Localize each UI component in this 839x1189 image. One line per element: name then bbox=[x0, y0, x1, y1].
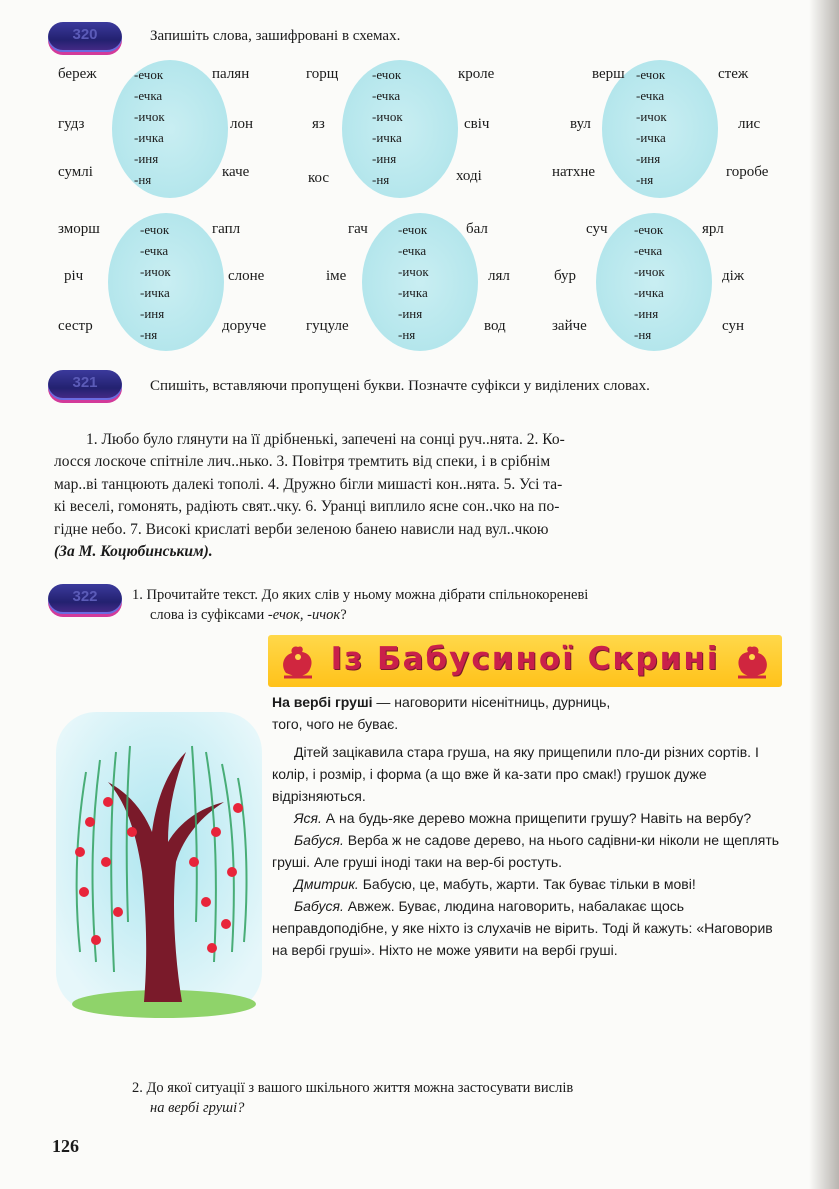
word-stem: горобе bbox=[726, 164, 769, 180]
suffix-list: -ечок -ечка -ичок -ичка -иня -ня bbox=[372, 67, 403, 187]
word-stem: гуцуле bbox=[306, 318, 349, 334]
word-stem: гудз bbox=[58, 116, 85, 132]
word-stem: гач bbox=[348, 221, 368, 237]
word-stem: іме bbox=[326, 268, 347, 284]
word-stem: сестр bbox=[58, 318, 93, 334]
word-stem: каче bbox=[222, 164, 250, 180]
exercise-number-badge: 322 bbox=[48, 584, 122, 614]
exercise-task: Спишіть, вставляючи пропущені букви. Позначте суфікси у виділених словах. bbox=[150, 378, 650, 394]
word-stem: кроле bbox=[458, 66, 495, 82]
word-stem: ярл bbox=[702, 221, 724, 237]
exercise-task: 1. Прочитайте текст. До яких слів у ньому можна дібрати спільнокореневі слова із суфіксами -ечок, -ичок? bbox=[132, 587, 589, 623]
word-stem: вод bbox=[484, 318, 506, 334]
exercise-task: 2. До якої ситуації з вашого шкільного життя можна застосувати вислів на вербі груші? bbox=[132, 1080, 574, 1116]
willow-tree-illustration bbox=[56, 712, 262, 1022]
word-stem: береж bbox=[58, 66, 97, 82]
word-stem: сун bbox=[722, 318, 744, 334]
word-stem: горщ bbox=[306, 66, 339, 82]
word-stem: палян bbox=[212, 66, 250, 82]
exercise-task: Запишіть слова, зашифровані в схемах. bbox=[150, 28, 401, 44]
source-attribution: (За М. Коцюбинським). bbox=[54, 543, 213, 561]
word-stem: діж bbox=[722, 268, 745, 284]
word-stem: бал bbox=[466, 221, 488, 237]
suffix-list: -ечок -ечка -ичок -ичка -иня -ня bbox=[636, 67, 667, 187]
word-stem: яз bbox=[312, 116, 325, 132]
word-stem: слоне bbox=[228, 268, 265, 284]
word-stem: сумлі bbox=[58, 164, 93, 180]
word-stem: доруче bbox=[222, 318, 267, 334]
word-stem: зайче bbox=[552, 318, 587, 334]
story-text: На вербі груші — наговорити нісенітниць, дурниць, того, чого не буває. Дітей зацікавила стара груша, на яку прищепили пло-ди різних сортів. І колір, і розмір, і форма (а що вже й ка-зати про смак!) грушок дуже відрізняються. Яся. А на будь-яке дерево можна прищепити грушу? Навіть на вербу? Бабуся. Верба ж не садове дерево, на нього садівни-ки ніколи не щеплять груші. Але груші іноді таки на вер-бі ростуть. Дмитрик. Бабусю, це, мабуть, жарти. Так буває тільки в мові! Бабуся. Авжеж. Буває, людина наговорить, набалакає щось неправдоподібне, у яке ніхто із слухачів не вірить. Тоді й кажуть: «Наговорив на вербі груші». Ніхто не може уявити на вербі груші. bbox=[272, 694, 780, 958]
exercise-text: 1. Любо було глянути на її дрібненькі, запечені на сонці руч..нята. 2. Ко- лосся лоскоче спітніле лич..нько. 3. Повітря тремтить від спеки, і в срібнім мар..ві танцюють далекі тополі. 4. Дружно бігли мишасті кон..нята. 5. Усі та- кі веселі, гомонять, радіють свят..чку. 6. Уранці виплило ясне сон..чко на по- гідне небо. 7. Високі крислаті верби зеленою банею нависли над вул..чкою (За М. Коцюбинським). bbox=[54, 429, 782, 563]
rooster-icon bbox=[732, 643, 772, 681]
word-stem: ході bbox=[456, 168, 482, 184]
page-number: 126 bbox=[52, 1136, 79, 1156]
suffix-list: -ечок -ечка -ичок -ичка -иня -ня bbox=[634, 222, 665, 342]
word-stem: стеж bbox=[718, 66, 749, 82]
suffix-list: -ечок -ечка -ичок -ичка -иня -ня bbox=[140, 222, 171, 342]
word-stem: свіч bbox=[464, 116, 490, 132]
banner-title: Із Бабусиної Скрині bbox=[330, 641, 720, 677]
word-stem: кос bbox=[308, 170, 330, 186]
word-stem: гапл bbox=[212, 221, 241, 237]
suffix-list: -ечок -ечка -ичок -ичка -иня -ня bbox=[134, 67, 165, 187]
word-stem: лон bbox=[230, 116, 254, 132]
word-stem: річ bbox=[64, 268, 84, 284]
exercise-number-badge: 321 bbox=[48, 370, 122, 400]
word-stem: лял bbox=[488, 268, 510, 284]
word-stem: вул bbox=[570, 116, 591, 132]
word-stem: зморш bbox=[58, 221, 100, 237]
word-stem: натхне bbox=[552, 164, 596, 180]
word-stem: суч bbox=[586, 221, 608, 237]
word-stem: бур bbox=[554, 268, 577, 284]
word-stem: верш bbox=[592, 66, 625, 82]
suffix-list: -ечок -ечка -ичок -ичка -иня -ня bbox=[398, 222, 429, 342]
rooster-icon bbox=[278, 643, 318, 681]
page-edge-shadow bbox=[809, 0, 839, 1189]
section-banner bbox=[268, 635, 782, 687]
suffix-scheme-bubble bbox=[112, 60, 228, 198]
word-stem: лис bbox=[738, 116, 761, 132]
exercise-number-badge: 320 bbox=[48, 22, 122, 52]
